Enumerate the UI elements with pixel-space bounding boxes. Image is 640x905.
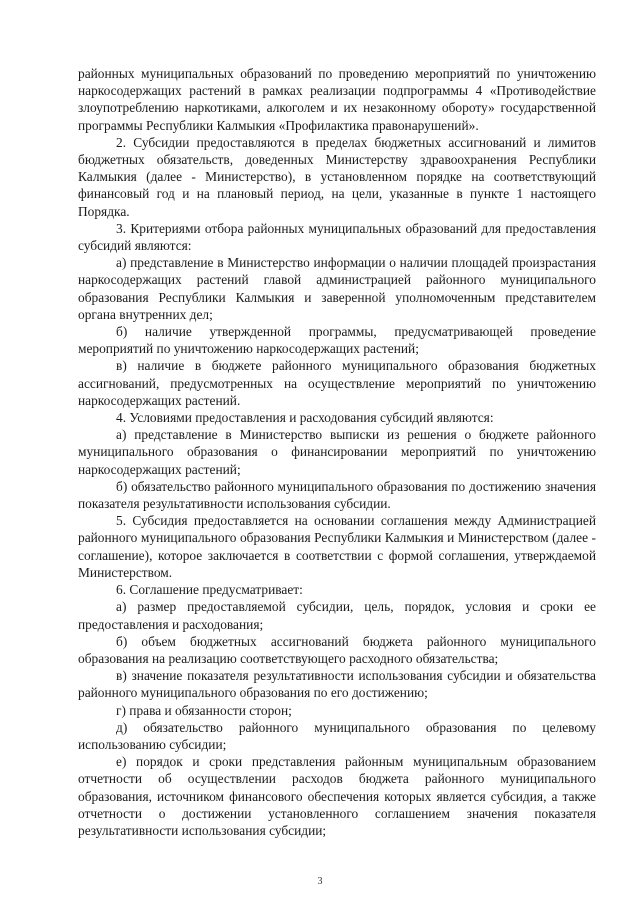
paragraph: б) наличие утвержденной программы, предусматривающей проведение мероприятий по уничтожению наркосодержащих растений; <box>78 324 596 357</box>
page-number: 3 <box>317 876 323 887</box>
paragraph: е) порядок и сроки представления районным муниципальным образованием отчетности об осуществлении расходов бюджета районного муниципального образования, источником финансового обеспечения которых является субсидия, а также отчетности о достижении установленного соглашением значения показателя результативности использования субсидии; <box>78 754 596 838</box>
paragraph: д) обязательство районного муниципального образования по целевому использованию субсидии; <box>78 719 596 752</box>
document-body <box>78 65 596 839</box>
paragraph: а) представление в Министерство выписки из решения о бюджете районного муниципального образования о финансировании мероприятий по уничтожению наркосодержащих растений; <box>78 427 596 477</box>
paragraph: 6. Соглашение предусматривает: <box>116 582 303 598</box>
paragraph: 3. Критериями отбора районных муниципальных образований для предоставления субсидий являются: <box>78 220 596 254</box>
paragraph: а) представление в Министерство информации о наличии площадей произрастания наркосодержащих растений главой администрацией районного муниципального образования Республики Калмыкия и заверенной уполномоченным представителем органа внутренних дел; <box>78 255 596 322</box>
paragraph: районных муниципальных образований по проведению мероприятий по уничтожению наркосодержащих растений в рамках реализации подпрограммы 4 «Противодействие злоупотреблению наркотиками, алкоголем и их незаконному обороту» государственной программы Республики Калмыкия «Профилактика правонарушений». <box>78 66 596 133</box>
paragraph: в) значение показателя результативности использования субсидии и обязательства районного муниципального образования по его достижению; <box>78 668 596 701</box>
paragraph: г) права и обязанности сторон; <box>116 702 292 718</box>
paragraph: 2. Субсидии предоставляются в пределах бюджетных ассигнований и лимитов бюджетных обязательств, доведенных Министерству здравоохранения Республики Калмыкия (далее - Министерство), в установленном порядке на соответствующий финансовый год и на плановый период, на цели, указанные в пункте 1 настоящего Порядка. <box>78 134 596 219</box>
paragraph: б) обязательство районного муниципального образования по достижению значения показателя результативности использования субсидии. <box>78 478 596 512</box>
paragraph: в) наличие в бюджете районного муниципального образования бюджетных ассигнований, предусмотренных на осуществление мероприятий по уничтожению наркосодержащих растений. <box>78 358 596 408</box>
paragraph: 5. Субсидия предоставляется на основании соглашения между Администрацией районного муниципального образования Республики Калмыкия и Министерством (далее - соглашение), которое заключается в соответствии с формой соглашения, утверждаемой Министерством. <box>78 513 596 580</box>
paragraph: 4. Условиями предоставления и расходования субсидий являются: <box>116 410 494 426</box>
paragraph: а) размер предоставляемой субсидии, цель, порядок, условия и сроки ее предоставления и расходования; <box>78 599 596 632</box>
paragraph: б) объем бюджетных ассигнований бюджета районного муниципального образования на реализацию соответствующего расходного обязательства; <box>78 633 596 666</box>
